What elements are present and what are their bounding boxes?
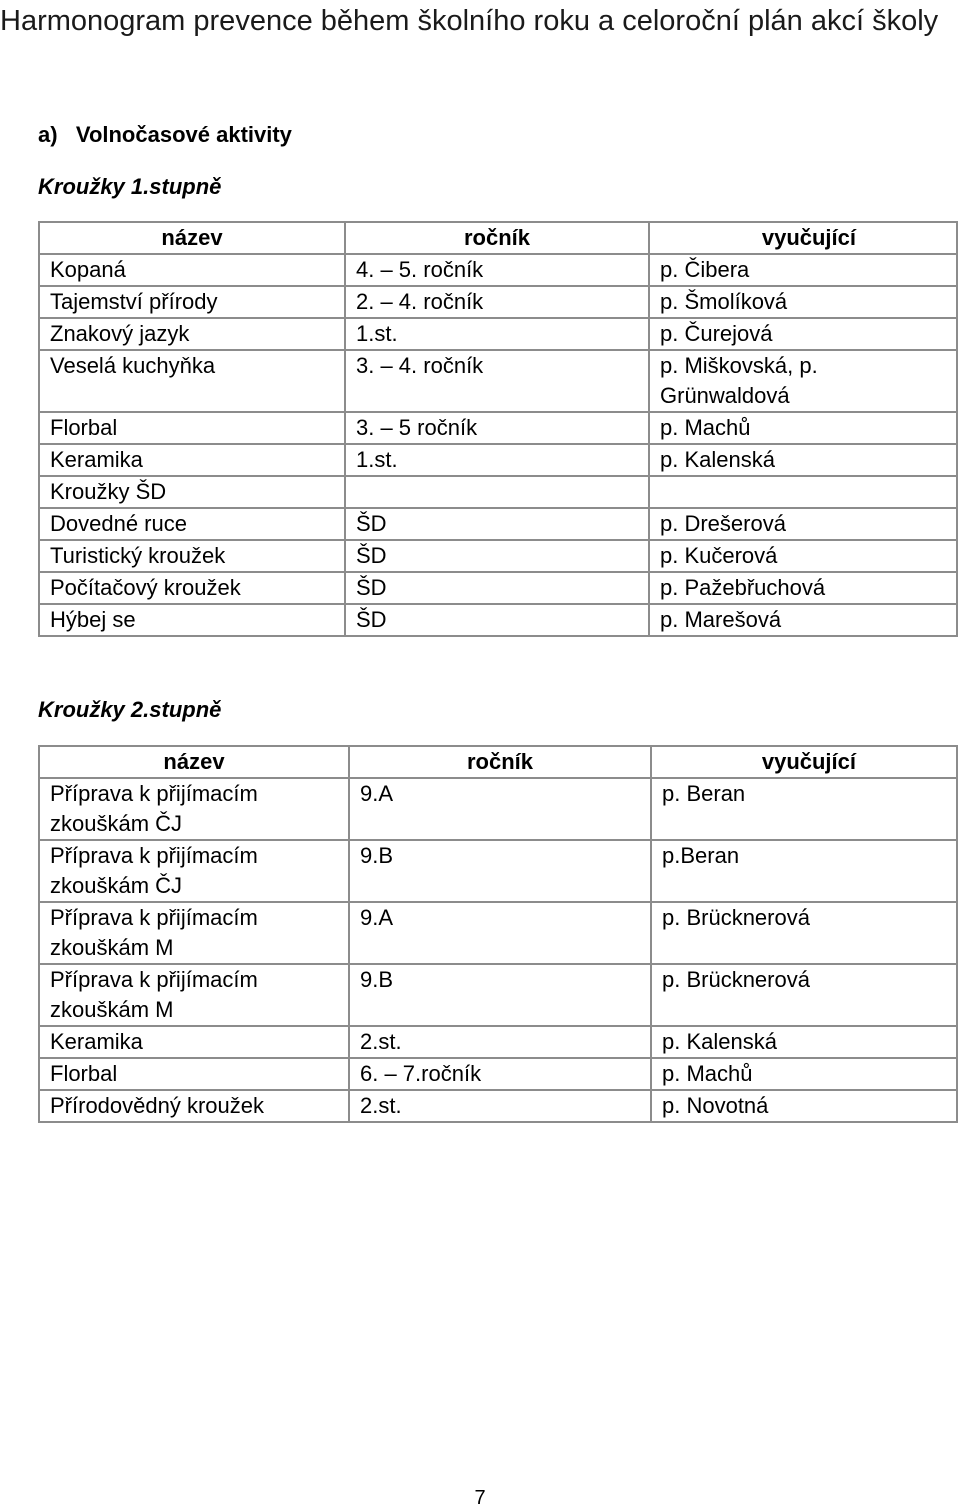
table1-heading: Kroužky 1.stupně: [38, 174, 222, 199]
activity-name-cell: Florbal: [39, 1058, 349, 1090]
grade-cell: 3. – 4. ročník: [345, 350, 649, 412]
teacher-cell: p. Miškovská, p. Grünwaldová: [649, 350, 957, 412]
grade-cell: ŠD: [345, 540, 649, 572]
grade-cell: 4. – 5. ročník: [345, 254, 649, 286]
activity-name-cell: Veselá kuchyňka: [39, 350, 345, 412]
activity-name-cell: Příprava k přijímacím zkouškám M: [39, 902, 349, 964]
table2-heading: Kroužky 2.stupně: [38, 697, 222, 722]
column-header-teacher: vyučující: [649, 222, 957, 254]
teacher-cell: p. Machů: [649, 412, 957, 444]
activity-name-cell: Keramika: [39, 1026, 349, 1058]
grade-cell: 9.A: [349, 902, 651, 964]
teacher-cell: p. Kalenská: [651, 1026, 957, 1058]
table-header-row: [39, 746, 957, 778]
section-heading: a) Volnočasové aktivity: [38, 122, 292, 147]
table-row: [39, 778, 957, 840]
grade-cell: 9.A: [349, 778, 651, 840]
column-header-grade: ročník: [345, 222, 649, 254]
activity-name-cell: Přírodovědný kroužek: [39, 1090, 349, 1122]
table-row: [39, 412, 957, 444]
teacher-cell: p. Kalenská: [649, 444, 957, 476]
table-row: [39, 1058, 957, 1090]
teacher-cell: p. Beran: [651, 778, 957, 840]
activities-table-1: [38, 221, 958, 637]
table-row: [39, 286, 957, 318]
activity-name-cell: Tajemství přírody: [39, 286, 345, 318]
table-row: [39, 572, 957, 604]
table-row: [39, 840, 957, 902]
activity-name-cell: Turistický kroužek: [39, 540, 345, 572]
teacher-cell: p. Machů: [651, 1058, 957, 1090]
grade-cell: 9.B: [349, 964, 651, 1026]
table-row: [39, 254, 957, 286]
teacher-cell: p. Šmolíková: [649, 286, 957, 318]
table-row: [39, 350, 957, 412]
table-row: [39, 964, 957, 1026]
teacher-cell: p. Novotná: [651, 1090, 957, 1122]
teacher-cell: p.Beran: [651, 840, 957, 902]
teacher-cell: p. Drešerová: [649, 508, 957, 540]
page-title: Harmonogram prevence během školního roku a celoroční plán akcí školy: [0, 5, 939, 37]
grade-cell: 3. – 5 ročník: [345, 412, 649, 444]
grade-cell: 1.st.: [345, 318, 649, 350]
grade-cell: ŠD: [345, 572, 649, 604]
activity-name-cell: Kroužky ŠD: [39, 476, 345, 508]
grade-cell: 2.st.: [349, 1026, 651, 1058]
teacher-cell: p. Pažebřuchová: [649, 572, 957, 604]
grade-cell: ŠD: [345, 604, 649, 636]
activity-name-cell: Kopaná: [39, 254, 345, 286]
activity-name-cell: Keramika: [39, 444, 345, 476]
activity-name-cell: Příprava k přijímacím zkouškám M: [39, 964, 349, 1026]
teacher-cell: p. Brücknerová: [651, 964, 957, 1026]
column-header-name: název: [39, 746, 349, 778]
teacher-cell: p. Kučerová: [649, 540, 957, 572]
table-row: [39, 604, 957, 636]
grade-cell: 1.st.: [345, 444, 649, 476]
activities-table-2: [38, 745, 958, 1123]
table-row: [39, 1026, 957, 1058]
grade-cell: 2. – 4. ročník: [345, 286, 649, 318]
grade-cell: 6. – 7.ročník: [349, 1058, 651, 1090]
grade-cell: 2.st.: [349, 1090, 651, 1122]
grade-cell: [345, 476, 649, 508]
column-header-grade: ročník: [349, 746, 651, 778]
activity-name-cell: Dovedné ruce: [39, 508, 345, 540]
table-row: [39, 476, 957, 508]
table-row: [39, 508, 957, 540]
teacher-cell: [649, 476, 957, 508]
table-row: [39, 540, 957, 572]
table-row: [39, 318, 957, 350]
column-header-teacher: vyučující: [651, 746, 957, 778]
activity-name-cell: Florbal: [39, 412, 345, 444]
teacher-cell: p. Čurejová: [649, 318, 957, 350]
table-row: [39, 444, 957, 476]
teacher-cell: p. Brücknerová: [651, 902, 957, 964]
activity-name-cell: Příprava k přijímacím zkouškám ČJ: [39, 840, 349, 902]
table-header-row: [39, 222, 957, 254]
teacher-cell: p. Čibera: [649, 254, 957, 286]
activity-name-cell: Příprava k přijímacím zkouškám ČJ: [39, 778, 349, 840]
activity-name-cell: Znakový jazyk: [39, 318, 345, 350]
page-number: 7: [474, 1487, 486, 1509]
table-row: [39, 902, 957, 964]
column-header-name: název: [39, 222, 345, 254]
table-row: [39, 1090, 957, 1122]
grade-cell: 9.B: [349, 840, 651, 902]
grade-cell: ŠD: [345, 508, 649, 540]
teacher-cell: p. Marešová: [649, 604, 957, 636]
activity-name-cell: Hýbej se: [39, 604, 345, 636]
activity-name-cell: Počítačový kroužek: [39, 572, 345, 604]
